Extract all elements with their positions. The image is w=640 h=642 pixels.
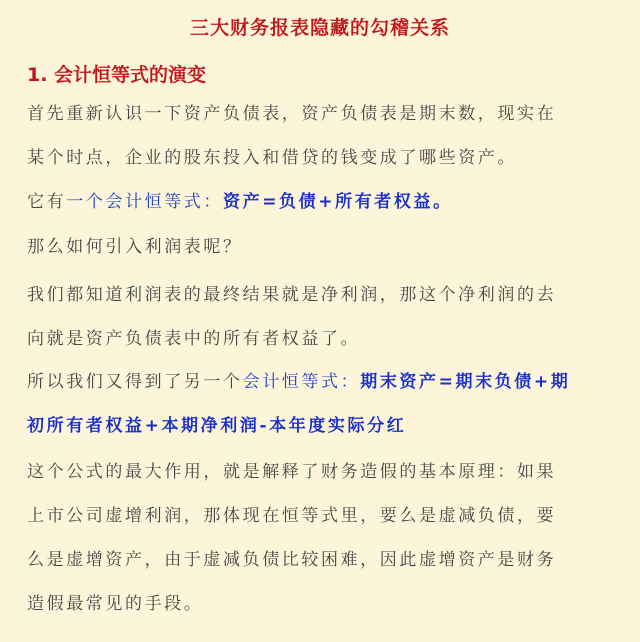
paragraph-line: 这个公式的最大作用，就是解释了财务造假的基本原理：如果 [27,462,557,482]
equation-text: 期末资产=期末负债+期 [360,372,571,392]
paragraph-balance-sheet [27,92,617,180]
paragraph-line: 首先重新认识一下资产负债表，资产负债表是期末数，现实在 [27,104,557,124]
paragraph-question [27,225,617,269]
equation-text: 资产=负债+所有者权益。 [223,192,453,212]
page-title: 三大财务报表隐藏的勾稽关系 [189,17,450,39]
paragraph-line [27,180,617,224]
paragraph-line: 么是虚增资产，由于虚减负债比较困难，因此虚增资产是财务 [27,550,557,570]
paragraph-equation-basic [27,180,617,224]
paragraph-line: 向就是资产负债表中的所有者权益了。 [27,329,361,349]
paragraph-line: 我们都知道利润表的最终结果就是净利润，那这个净利润的去 [27,285,557,305]
paragraph-fraud-principle [27,450,617,626]
section-heading: 1. 会计恒等式的演变 [27,64,207,86]
paragraph-line: 那么如何引入利润表呢？ [27,237,243,257]
highlight-text: 会计恒等式： [242,372,361,392]
paragraph-line: 造假最常见的手段。 [27,594,204,614]
paragraph-net-profit [27,273,617,361]
highlight-text: 一个会计恒等式： [66,192,224,212]
text-prefix: 所以我们又得到了另一个 [27,372,243,392]
text-prefix: 它有 [27,192,67,212]
paragraph-equation-extended [27,360,617,448]
paragraph-line: 某个时点，企业的股东投入和借贷的钱变成了哪些资产。 [27,148,517,168]
equation-text: 初所有者权益+本期净利润-本年度实际分红 [27,416,407,436]
paragraph-line: 上市公司虚增利润，那体现在恒等式里，要么是虚减负债，要 [27,506,557,526]
paragraph-line [27,360,617,404]
